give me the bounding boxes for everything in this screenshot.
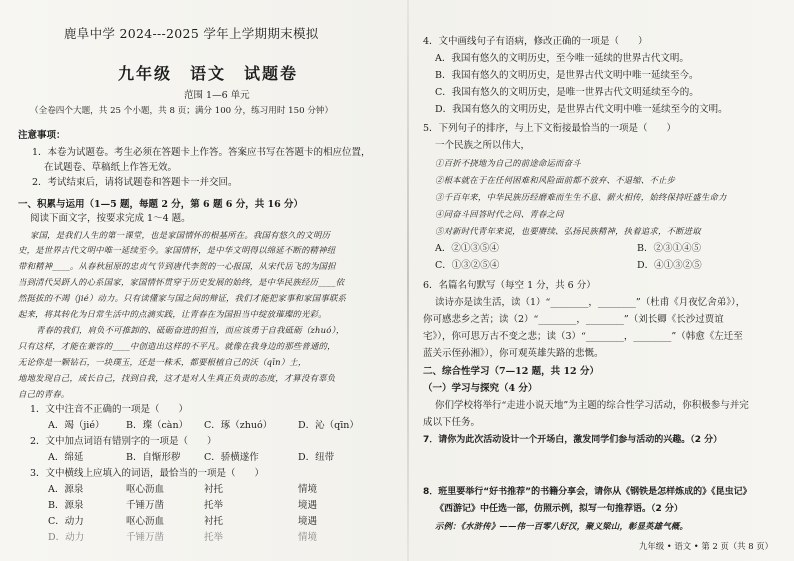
passage-line-4: 当到清代吴趼人的心系国家，家国情怀贯穿于历史发展的始终，是中华民族经历____依 — [18, 277, 345, 287]
passage-line-2: 史，是世界古代文明中唯一延续至今。家国情怀，是中华文明得以绵延不断的精神纽 — [18, 245, 336, 255]
q5-option-b: B．②③①④⑤ — [637, 243, 701, 254]
question-5: 5．下列句子的排序，与上下文衔接最恰当的一项是（ ） — [423, 123, 677, 134]
scope-text: 范围 1—6 单元 — [184, 90, 250, 101]
section2-subtitle: （一）学习与探究（4 分） — [423, 383, 538, 394]
passage-line-6: 起来，将其转化为日常生活中的点滴实践，让青春在为国担当中绽放璀璨的光彩。 — [18, 309, 327, 319]
q5-option-a: A．②①③⑤④ — [435, 243, 499, 254]
passage-line-10: 地地发现自己，成长自己，找到自我，这才是对人生真正负责的态度，才算没有辜负 — [18, 373, 336, 383]
question-8-line-2: 《西游记》中任选一部，仿照示例，拟写一句推荐语。（2 分） — [435, 504, 683, 514]
section2-intro-2: 成以下任务。 — [423, 417, 481, 428]
q4-option-b: B．我国有悠久的文明历史，是世界古代文明中唯一延续至今。 — [435, 70, 699, 81]
notice-line-2: 在试题卷、草稿纸上作答无效。 — [44, 162, 178, 173]
q4-option-a: A．我国有悠久的文明历史，至今唯一延续的世界古代文明。 — [435, 53, 689, 64]
q5-item-1: ①百折不挠地为自己的前途命运而奋斗 — [435, 158, 581, 168]
question-6: 6．名篇名句默写（每空 1 分，共 6 分） — [423, 280, 596, 291]
question-8-line-1: 8．班里要举行“好书推荐”的书籍分享会，请你从《钢铁是怎样炼成的》《昆虫记》 — [423, 487, 752, 497]
q5-item-2: ②根本就在于在任何困难和风险面前都不放弃、不退缩、不止步 — [435, 175, 676, 185]
q5-item-4: ④同奋斗回答时代之问、青春之问 — [435, 209, 564, 219]
passage-line-7: 青春的我们，肩负不可推卸的、砥砺奋进的担当，而应该勇于自我砥砺（zhuó）， — [36, 325, 345, 335]
q1-option-d: D．沁（qīn） — [298, 420, 359, 431]
passage-line-1: 家国，是我们人生的第一课堂，也是家国情怀的根基所在。我国有悠久的文明历 — [30, 230, 331, 240]
section2-title: 二、综合性学习（7—12 题，共 12 分） — [423, 366, 599, 377]
exam-info: （全卷四个大题，共 25 个小题，共 8 页；满分 100 分，练习用时 150 分钟） — [30, 106, 334, 116]
q1-option-b: B．璨（càn） — [126, 420, 189, 431]
q3-d-1: D．动力 — [48, 532, 85, 543]
q8-example: 示例：《水浒传》——伟一百零八好汉，聚义梁山，彰显英雄气概。 — [435, 521, 689, 531]
q3-d-4: 情境 — [298, 532, 318, 543]
q3-a-2: 呕心沥血 — [126, 484, 165, 495]
passage-line-3: 带和精神____。从春秋屈原的忠贞气节到唐代李贺的一心报国，从宋代岳飞的为国担 — [18, 261, 336, 271]
section1-title: 一、积累与运用（1—5 题，每题 2 分，第 6 题 6 分，共 16 分） — [18, 199, 304, 210]
q2-option-c: C．骄横遂作 — [204, 452, 259, 463]
question-1: 1．文中注音不正确的一项是（ ） — [30, 404, 189, 415]
q5-lead: 一个民族之所以伟大， — [435, 140, 531, 151]
passage-line-8: 只有这样，才能在兼容的____中创造出这样的不平凡。就像在我身边的那些普通的， — [18, 341, 336, 351]
q5-item-3: ③千百年来，中华民族历经磨难而生生不息、薪火相传，始终保持旺盛生命力 — [435, 192, 727, 202]
q6-line-2: 你可感悲乡之苦；读（2）“________，________”（刘长卿《长沙过贾谊 — [423, 314, 724, 325]
q2-option-a: A．绵延 — [48, 452, 84, 463]
q6-line-1: 读诗亦是读生活，读（1）“________，________”（杜甫《月夜忆舍弟》）， — [435, 297, 746, 308]
q3-c-4: 境遇 — [298, 516, 318, 527]
section2-intro-1: 你们学校将举行“走进小说天地”为主题的综合性学习活动，你积极参与并完 — [435, 400, 749, 411]
q3-a-1: A．源泉 — [48, 484, 84, 495]
q3-b-1: B．源泉 — [48, 500, 84, 511]
q5-option-c: C．①③②⑤④ — [435, 260, 500, 271]
question-7: 7．请你为此次活动设计一个开场白，激发同学们参与活动的兴趣。（2 分） — [423, 435, 723, 445]
passage-line-9: 无论你是一颗钻石，一块璞玉，还是一株禾，都要根植自己的沃（qīn）土， — [18, 357, 307, 367]
q4-option-d: D．我国有悠久的文明历史，是世界古代文明中唯一延续至今的文明。 — [435, 104, 728, 115]
q6-line-3: 宅》），你可思万古不变之悲；读（3）“________，________”（韩愈《左迁至 — [423, 331, 743, 342]
question-3: 3．文中横线上应填入的词语，最恰当的一项是（ ） — [30, 468, 265, 479]
q3-c-3: 衬托 — [204, 516, 224, 527]
notice-line-1: 1．本卷为试题卷。考生必须在答题卡上作答。答案应书写在答题卡的相应位置， — [32, 147, 371, 158]
q2-option-b: B．自惭形秽 — [126, 452, 181, 463]
question-4: 4．文中画线句子有语病，修改正确的一项是（ ） — [423, 36, 648, 47]
section1-intro: 阅读下面文字，按要求完成 1～4 题。 — [30, 213, 191, 224]
q3-b-3: 托举 — [204, 500, 224, 511]
q3-a-3: 衬托 — [204, 484, 224, 495]
passage-line-5: 然挺拔的不竭（jié）动力。只有读懂家与国之间的辩证，我们才能把家事和家国事联系 — [18, 293, 347, 303]
exam-title: 鹿阜中学 2024---2025 学年上学期期末模拟 — [64, 26, 319, 41]
q3-c-2: 呕心沥血 — [126, 516, 165, 527]
right-column — [409, 0, 794, 561]
passage-line-11: 自己的青春。 — [18, 389, 70, 399]
q1-option-c: C．琢（zhuó） — [204, 420, 273, 431]
q5-option-d: D．④①③②⑤ — [637, 260, 702, 271]
q3-b-2: 千锤万凿 — [126, 500, 165, 511]
q1-option-a: A．竭（jié） — [48, 420, 105, 431]
notice-title: 注意事项： — [18, 130, 66, 141]
q3-c-1: C．动力 — [48, 516, 84, 527]
q3-b-4: 境遇 — [298, 500, 318, 511]
q3-d-2: 千锤万凿 — [126, 532, 165, 543]
page-footer: 九年级 • 语文 • 第 2 页（共 8 页） — [639, 541, 773, 551]
q3-a-4: 情境 — [298, 484, 318, 495]
paper-subtitle: 九年级 语文 试题卷 — [118, 64, 299, 83]
q4-option-c: C．我国有悠久的文明历史，是唯一世界古代文明延续至今的。 — [435, 87, 699, 98]
notice-line-3: 2．考试结束后，请将试题卷和答题卡一并交回。 — [32, 177, 238, 188]
question-2: 2．文中加点词语有错别字的一项是（ ） — [30, 436, 217, 447]
q6-line-4: 蓝关示侄孙湘》），你可观英雄失路的悲慨。 — [423, 348, 604, 359]
q2-option-d: D．纽带 — [298, 452, 335, 463]
q5-item-5: ⑤对新时代青年来说，也要赓续、弘扬民族精神，执着追求，不断进取 — [435, 226, 701, 236]
q3-d-3: 托举 — [204, 532, 224, 543]
